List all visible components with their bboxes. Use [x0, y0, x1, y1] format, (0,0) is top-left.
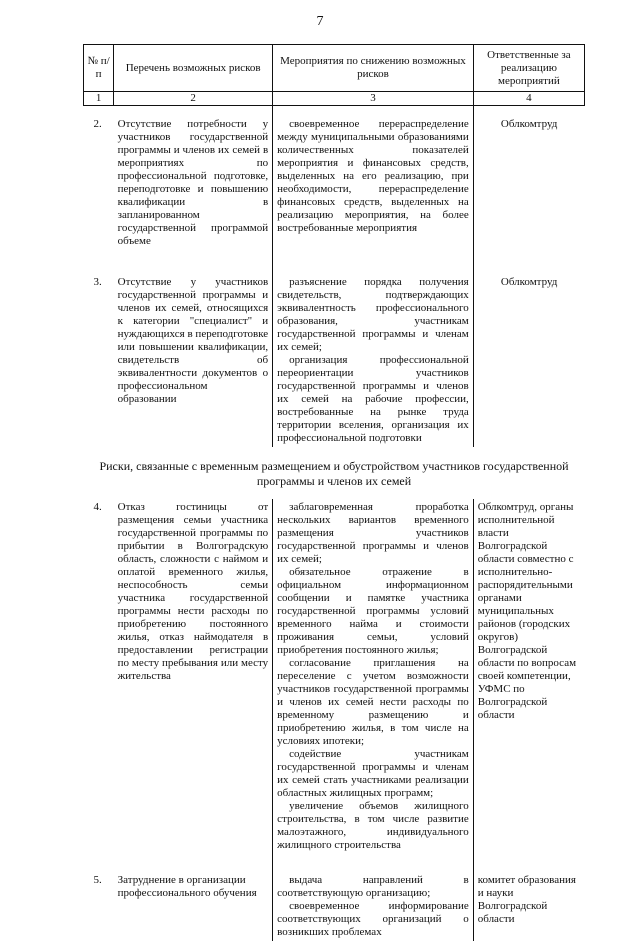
- responsible-text: Облкомтруд: [473, 116, 584, 250]
- measure-text: содействие участникам государственной программы и членам их семей стать участниками реализации областных жилищных программ;: [277, 748, 469, 799]
- row-number: 2.: [93, 118, 102, 130]
- risk-text: Отсутствие у участников государственной программы и членов их семей, относящихся к категории "специалист" и нуждающихся в переподготовке или повышении квалификации, свидетельств об эквивалентности документов о профессиональном образовании: [117, 276, 269, 405]
- row-number: 4.: [93, 501, 102, 513]
- header-responsible: Ответственные за реализацию мероприятий: [473, 45, 584, 92]
- measure-text: согласование приглашения на переселение с учетом возможности участников государственной программы и членов их семей нести расходы по временному размещению и приобретению жилья, в том числе на условиях ипотеки;: [277, 657, 469, 747]
- header-risks: Перечень возможных рисков: [114, 45, 273, 92]
- measures-cell: [273, 116, 474, 250]
- header-number: № п/п: [84, 45, 114, 92]
- responsible-text: Облкомтруд, органы исполнительной власти Волгоградской области совместно с исполнительно-распорядительными органами муниципальных районов (городских округов) Волгоградской области по вопросам своей компетенции, УФМС по Волгоградской области: [473, 499, 584, 854]
- section-title-row: [84, 447, 585, 499]
- header-measures: Мероприятия по снижению возможных рисков: [273, 45, 474, 92]
- measure-text: выдача направлений в соответствующую организацию;: [277, 874, 469, 899]
- page-number: 7: [316, 14, 324, 29]
- responsible-text: комитет образования и науки Волгоградской области: [473, 872, 584, 941]
- column-number: 2: [114, 92, 273, 106]
- risk-text: Отказ гостиницы от размещения семьи участника государственной программы по прибытии в Волгоградскую область, сложности с наймом и оплатой временного жилья, неспособность семьи участника государственной программы нести расходы по приобретению постоянного жилья, отказ наймодателя в предоставлении регистрации по месту пребывания или месту жительства: [117, 501, 269, 682]
- column-number: 4: [473, 92, 584, 106]
- table-row: [84, 116, 585, 250]
- measures-cell: [273, 499, 474, 854]
- section-title: Риски, связанные с временным размещением и обустройством участников государственной программы и членов их семей: [99, 459, 569, 488]
- column-numbers-row: [84, 92, 585, 106]
- measures-cell: [273, 872, 474, 941]
- column-number: 3: [273, 92, 474, 106]
- risk-text: Затруднение в организации профессионального обучения: [117, 874, 257, 899]
- table-header-row: [84, 45, 585, 92]
- measure-text: своевременное информирование соответствующих организаций о возникших проблемах: [277, 900, 469, 938]
- table-row: [84, 872, 585, 941]
- measure-text: организация профессиональной переориентации участников государственной программы и членов их семей на рабочие профессии, востребованные на рынке труда территории вселения, организация их профессиональной подготовки: [277, 354, 469, 444]
- risk-text: Отсутствие потребности у участников государственной программы и членов их семей в мероприятиях по профессиональной подготовке, переподготовке и повышению квалификации в запланированном государственной программой объеме: [117, 118, 269, 247]
- measure-text: своевременное перераспределение между муниципальными образованиями количественных показателей мероприятия и финансовых средств, выделенных на его реализацию, при необходимости, перераспределение финансовых средств, выделенных на реализацию мероприятия, на более востребованные мероприятия: [277, 118, 469, 234]
- measure-text: разъяснение порядка получения свидетельств, подтверждающих эквивалентность профессионального образования, участникам государственной программы и членам их семей;: [277, 276, 469, 353]
- row-number: 5.: [93, 874, 102, 886]
- column-number: 1: [84, 92, 114, 106]
- measure-text: обязательное отражение в официальном информационном сообщении и памятке участника государственной программы условий временного найма и стоимости проживания семьи, условий приобретения постоянного жилья;: [277, 566, 469, 656]
- table-row: [84, 274, 585, 447]
- measure-text: увеличение объемов жилищного строительства, в том числе развитие малоэтажного, индивидуального жилищного строительства: [277, 800, 469, 851]
- responsible-text: Облкомтруд: [473, 274, 584, 447]
- risks-table: [83, 44, 585, 941]
- table-row: [84, 499, 585, 854]
- measure-text: заблаговременная проработка нескольких вариантов временного размещения участников государственной программы и членов их семей;: [277, 501, 469, 565]
- measures-cell: [273, 274, 474, 447]
- row-number: 3.: [93, 276, 102, 288]
